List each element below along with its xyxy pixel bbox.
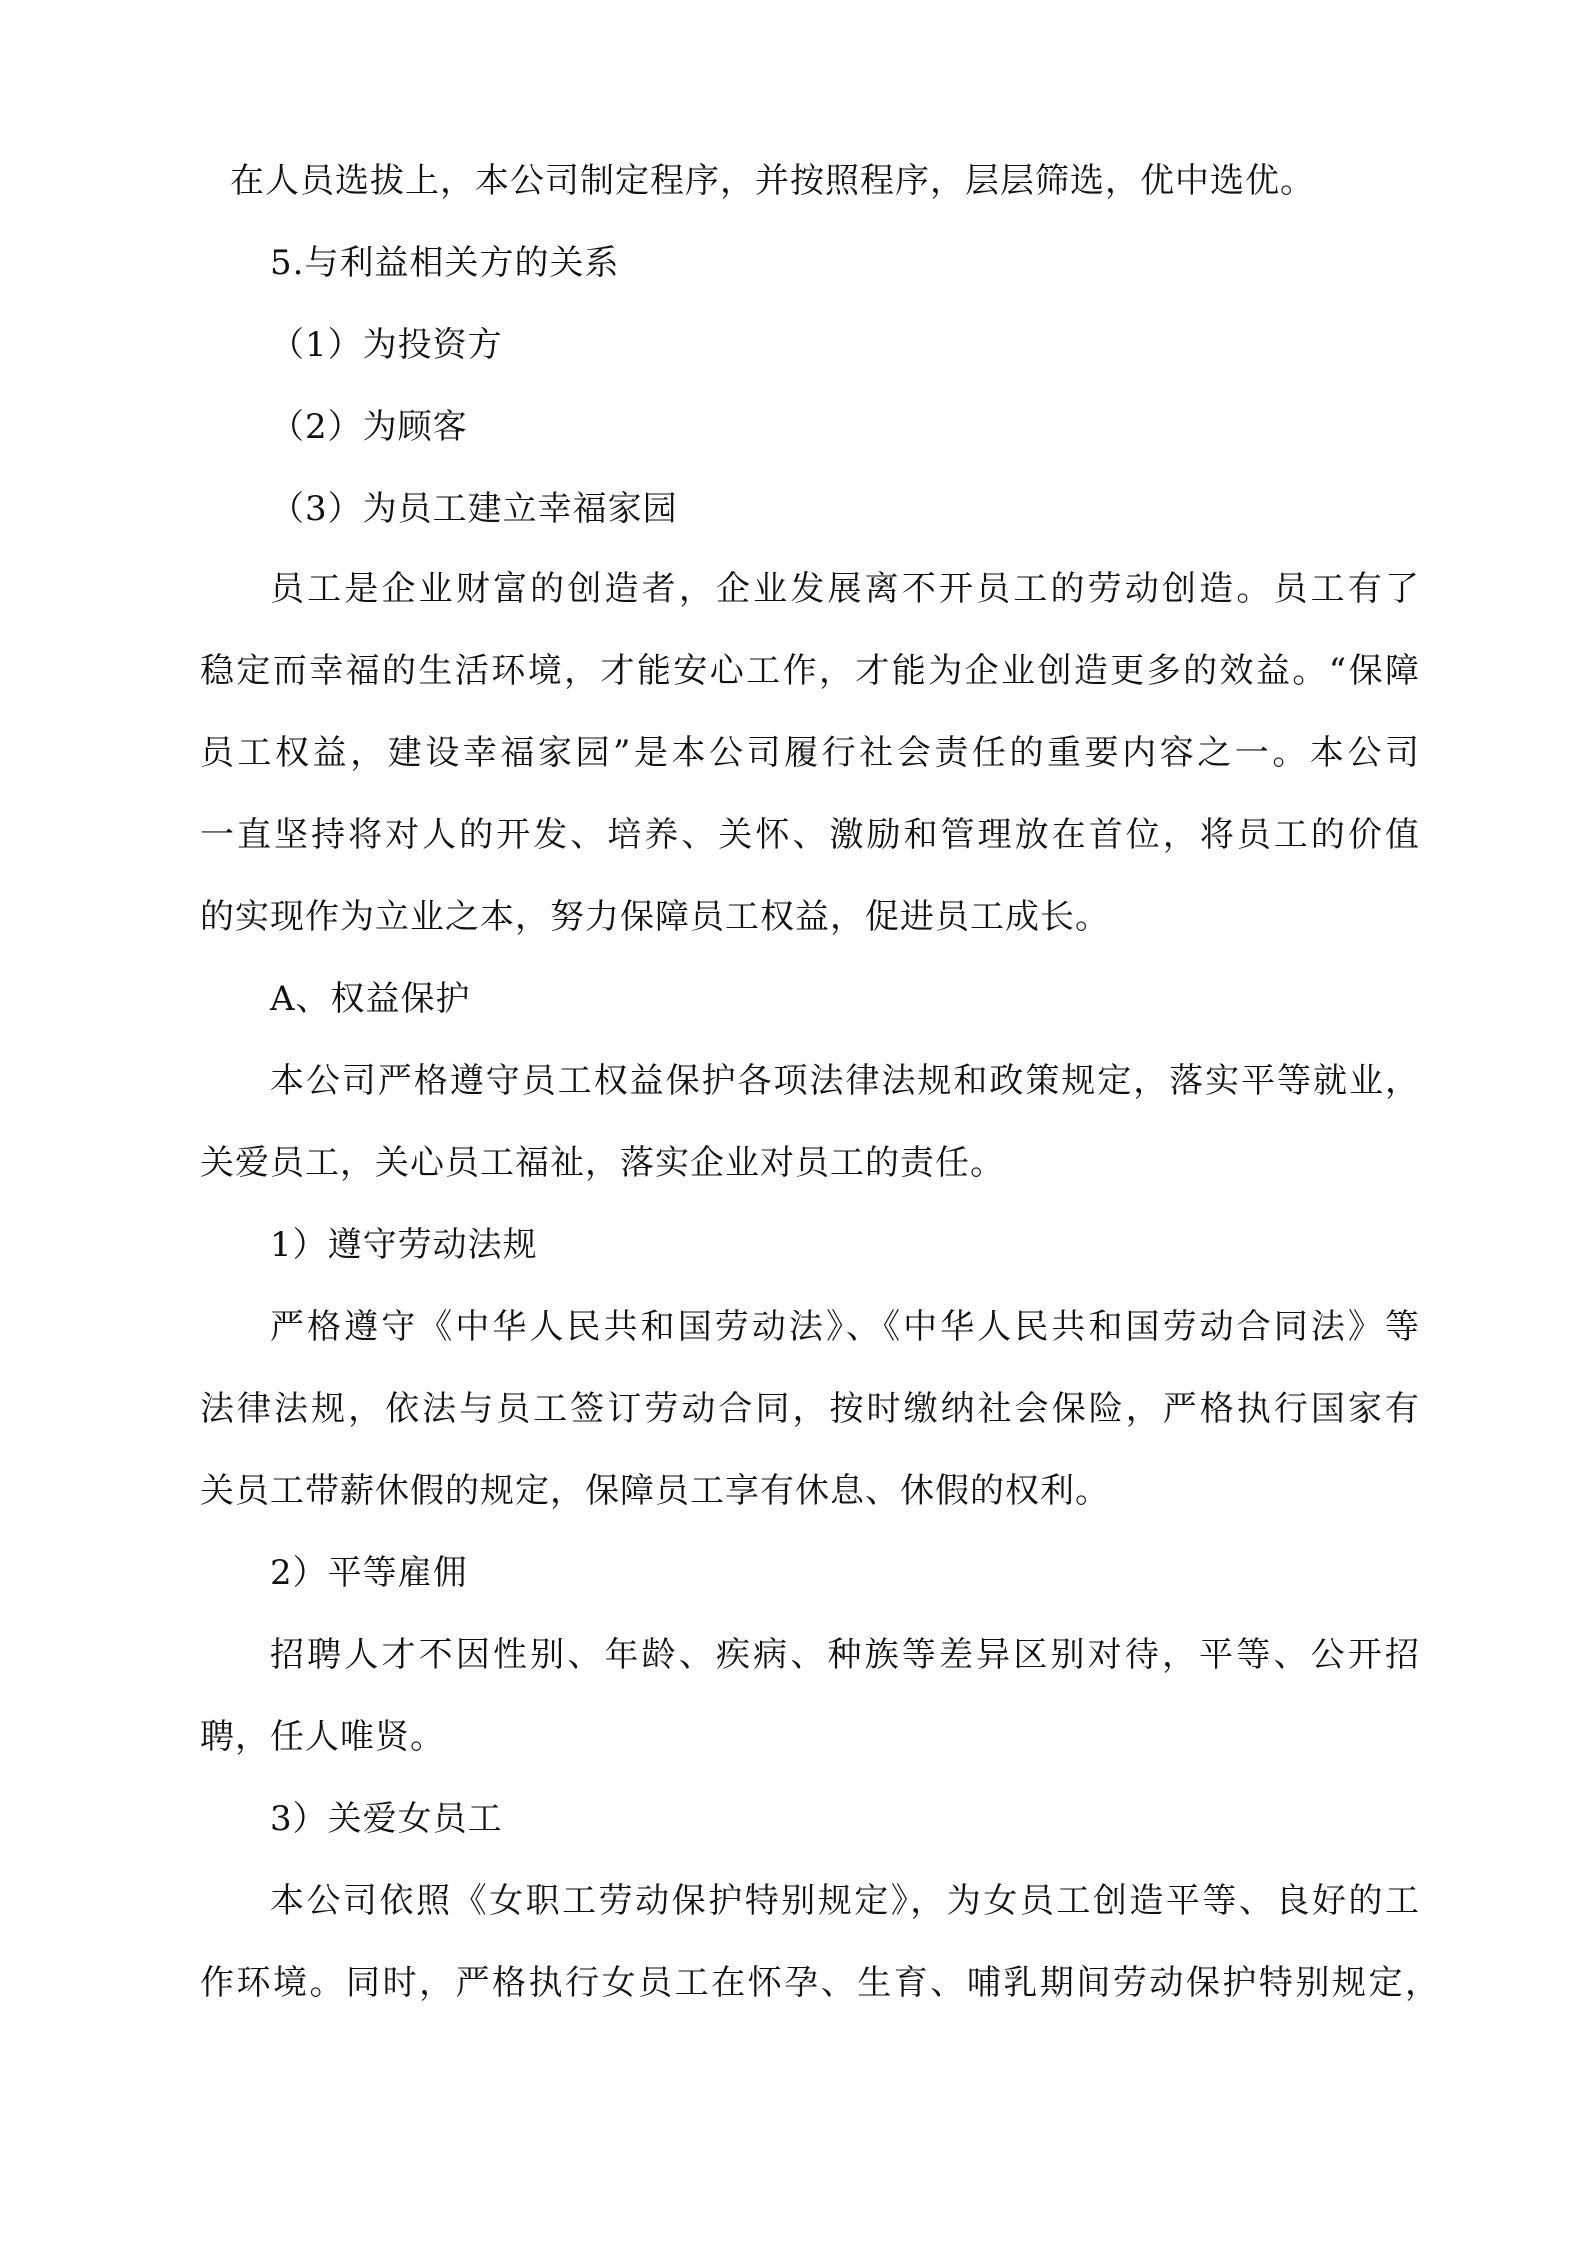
paragraph-line: 本公司依照《女职工劳动保护特别规定》，为女员工创造平等、良好的工 — [270, 1881, 1420, 1921]
paragraph-line: 作环境。同时，严格执行女员工在怀孕、生育、哺乳期间劳动保护特别规定， — [200, 1963, 1440, 2003]
section-heading: A、权益保护 — [270, 979, 471, 1019]
paragraph-line: 在人员选拔上，本公司制定程序，并按照程序，层层筛选，优中选优。 — [230, 161, 1315, 201]
subsection-heading: 3）关爱女员工 — [270, 1799, 503, 1839]
paragraph-line: 法律法规，依法与员工签订劳动合同，按时缴纳社会保险，严格执行国家有 — [200, 1389, 1420, 1429]
subsection-heading: 1）遵守劳动法规 — [270, 1225, 538, 1265]
list-item: （2）为顾客 — [270, 407, 468, 447]
paragraph-line: 招聘人才不因性别、年龄、疾病、种族等差异区别对待，平等、公开招 — [270, 1635, 1420, 1675]
paragraph-line: 员工是企业财富的创造者，企业发展离不开员工的劳动创造。员工有了 — [270, 569, 1420, 609]
paragraph-line: 员工权益，建设幸福家园”是本公司履行社会责任的重要内容之一。本公司 — [200, 733, 1420, 773]
paragraph-line: 关爱员工，关心员工福祉，落实企业对员工的责任。 — [200, 1143, 1005, 1183]
paragraph-line: 聘，任人唯贤。 — [200, 1717, 445, 1757]
paragraph-line: 一直坚持将对人的开发、培养、关怀、激励和管理放在首位，将员工的价值 — [200, 815, 1420, 855]
subsection-heading: 2）平等雇佣 — [270, 1553, 468, 1593]
list-item: （3）为员工建立幸福家园 — [270, 489, 678, 529]
paragraph-line: 关员工带薪休假的规定，保障员工享有休息、休假的权利。 — [200, 1471, 1110, 1511]
paragraph-line: 本公司严格遵守员工权益保护各项法律法规和政策规定，落实平等就业， — [270, 1061, 1420, 1101]
paragraph-line: 严格遵守《中华人民共和国劳动法》、《中华人民共和国劳动合同法》等 — [270, 1307, 1420, 1347]
paragraph-line: 稳定而幸福的生活环境，才能安心工作，才能为企业创造更多的效益。“保障 — [200, 651, 1420, 691]
paragraph-line: 的实现作为立业之本，努力保障员工权益，促进员工成长。 — [200, 897, 1110, 937]
list-item: （1）为投资方 — [270, 325, 503, 365]
section-heading: 5.与利益相关方的关系 — [270, 243, 620, 283]
